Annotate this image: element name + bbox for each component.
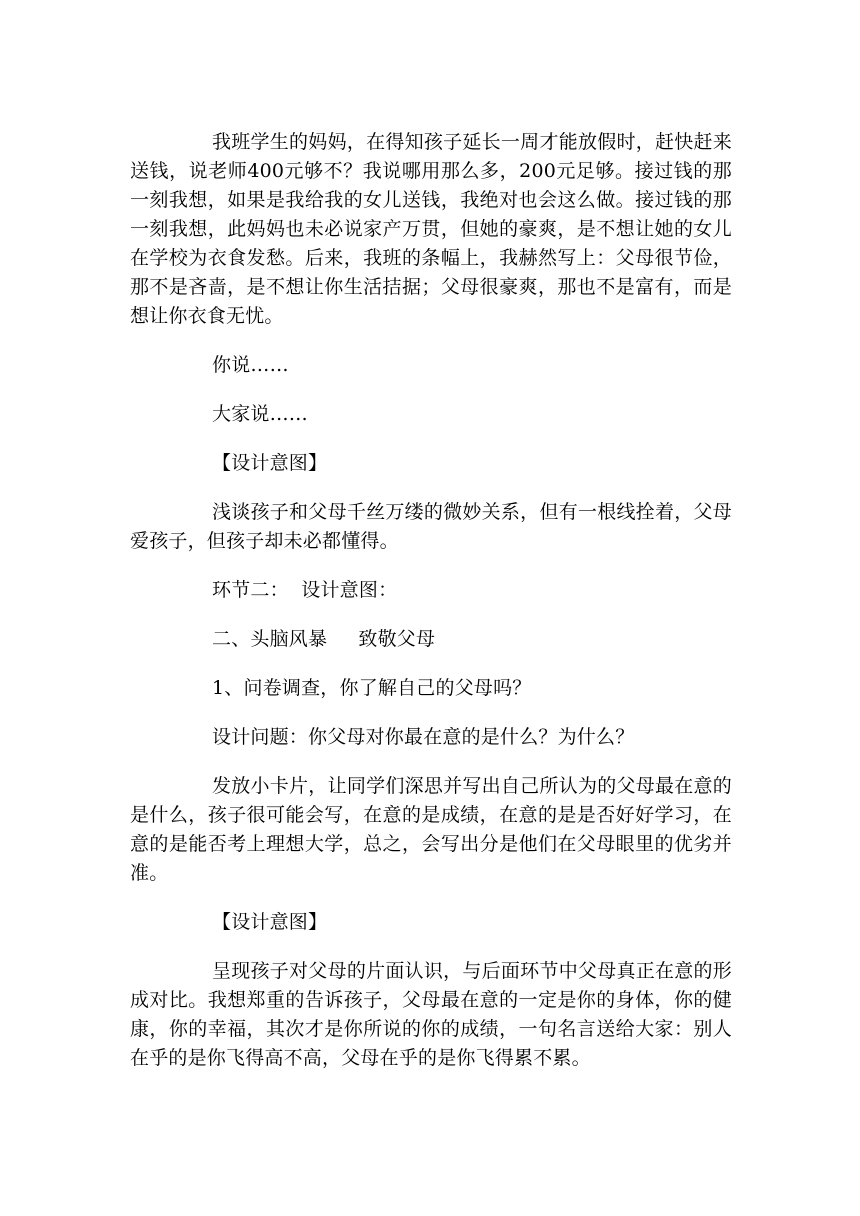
paragraph-mother-story: 我班学生的妈妈，在得知孩子延长一周才能放假时，赶快赶来送钱，说老师400元够不？我说哪用那么多，200元足够。接过钱的那一刻我想，如果是我给我的女儿送钱，我绝对也会这么做。接过钱的那一刻我想，此妈妈也未必说家产万贯，但她的豪爽，是不想让她的女儿在学校为衣食发愁。后来，我班的条幅上，我赫然写上：父母很节俭，那不是吝啬，是不想让你生活拮据；父母很豪爽，那也不是富有，而是想让你衣食无忧。 [130, 131, 732, 327]
heading-brainstorm: 二、头脑风暴 致敬父母 [212, 628, 436, 650]
paragraph-you-say: 你说…… [212, 354, 289, 376]
paragraph-questionnaire: 1、问卷调查，你了解自己的父母吗？ [212, 677, 532, 699]
paragraph-design-intent-1: 浅谈孩子和父母千丝万缕的微妙关系，但有一根线拴着，父母爱孩子，但孩子却未必都懂得。 [130, 501, 732, 552]
paragraph-design-question: 设计问题：你父母对你最在意的是什么？为什么？ [212, 726, 635, 748]
heading-design-intent-1: 【设计意图】 [212, 452, 328, 474]
heading-design-intent-2: 【设计意图】 [212, 911, 328, 933]
paragraph-card-activity: 发放小卡片，让同学们深思并写出自己所认为的父母最在意的是什么，孩子很可能会写，在意的是成绩，在意的是是否好好学习，在意的是能否考上理想大学，总之，会写出分是他们在父母眼里的优劣并准。 [130, 775, 732, 884]
document-body [130, 128, 732, 1093]
paragraph-section-two: 环节二： 设计意图： [212, 579, 398, 601]
paragraph-everyone-says: 大家说…… [212, 403, 309, 425]
paragraph-design-intent-2: 呈现孩子对父母的片面认识，与后面环节中父母真正在意的形成对比。我想郑重的告诉孩子，父母最在意的一定是你的身体，你的健康，你的幸福，其次才是你所说的你的成绩，一句名言送给大家：别人在乎的是你飞得高不高，父母在乎的是你飞得累不累。 [130, 960, 732, 1069]
